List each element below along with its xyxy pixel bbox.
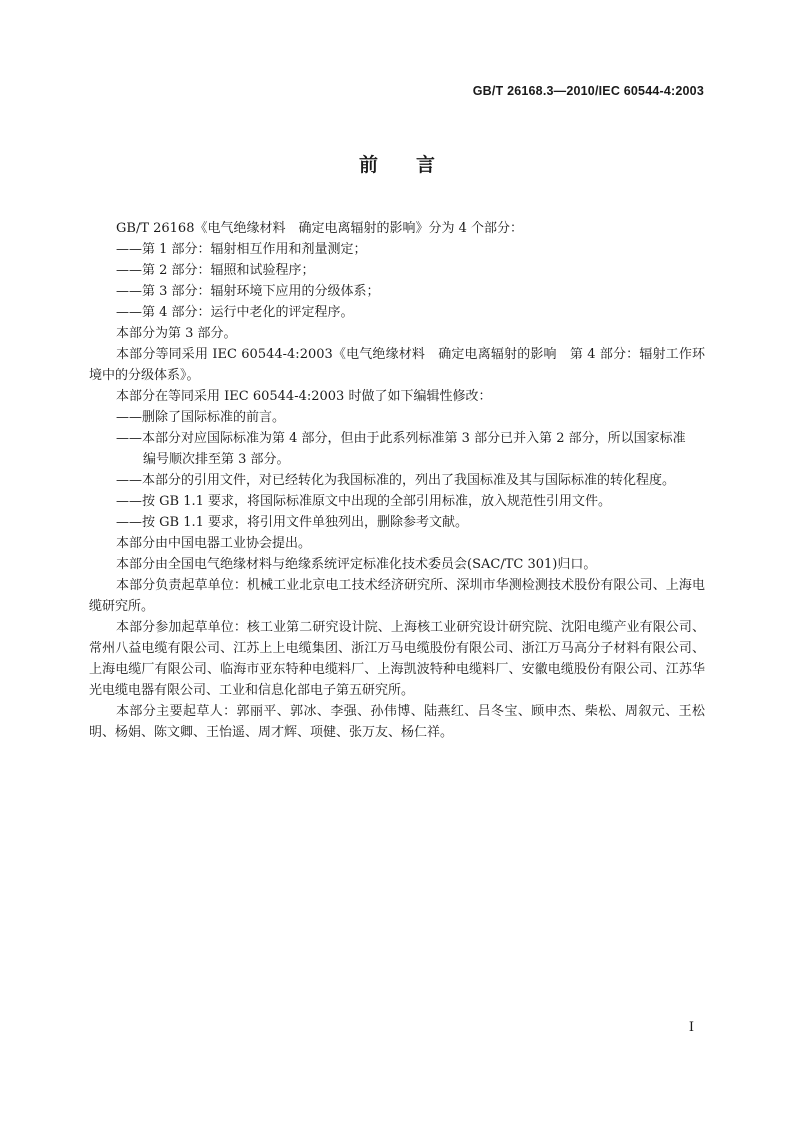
paragraph-modifications-intro: 本部分在等同采用 IEC 60544-4:2003 时做了如下编辑性修改： bbox=[116, 389, 492, 404]
list-item-mod-1: ——删除了国际标准的前言。 bbox=[116, 410, 286, 425]
paragraph-committee: 本部分由全国电气绝缘材料与绝缘系统评定标准化技术委员会(SAC/TC 301)归口。 bbox=[116, 557, 597, 572]
foreword-body bbox=[89, 218, 705, 743]
list-item-part-4: ——第 4 部分：运行中老化的评定程序。 bbox=[116, 305, 354, 320]
list-item-mod-2: ——本部分对应国际标准为第 4 部分，但由于此系列标准第 3 部分已并入第 2 部分，所以国家标准 bbox=[116, 431, 686, 446]
list-item-part-1: ——第 1 部分：辐射相互作用和剂量测定； bbox=[116, 242, 367, 257]
paragraph-participating-units: 本部分参加起草单位：核工业第二研究设计院、上海核工业研究设计研究院、沈阳电缆产业有限公司、常州八益电缆有限公司、江苏上上电缆集团、浙江万马电缆股份有限公司、浙江万马高分子材料有限公司、上海电缆厂有限公司、临海市亚东特种电缆料厂、上海凯波特种电缆料厂、安徽电缆股份有限公司、江苏华光电缆电器有限公司、工业和信息化部电子第五研究所。 bbox=[89, 620, 705, 698]
page-title: 前言 bbox=[358, 154, 473, 176]
list-item-mod-2-continuation: 编号顺次排至第 3 部分。 bbox=[143, 452, 290, 467]
list-item-mod-4: ——按 GB 1.1 要求，将国际标准原文中出现的全部引用标准，放入规范性引用文件。 bbox=[116, 494, 612, 509]
list-item-part-3: ——第 3 部分：辐射环境下应用的分级体系； bbox=[116, 284, 380, 299]
paragraph-series-intro: GB/T 26168《电气绝缘材料 确定电离辐射的影响》分为 4 个部分： bbox=[116, 221, 524, 236]
paragraph-equivalence: 本部分等同采用 IEC 60544-4:2003《电气绝缘材料 确定电离辐射的影响 第 4 部分：辐射工作环境中的分级体系》。 bbox=[89, 347, 705, 383]
paragraph-drafting-units: 本部分负责起草单位：机械工业北京电工技术经济研究所、深圳市华测检测技术股份有限公司、上海电缆研究所。 bbox=[89, 578, 705, 614]
page-number: I bbox=[688, 1020, 694, 1035]
paragraph-main-drafters: 本部分主要起草人：郭丽平、郭冰、李强、孙伟博、陆燕红、吕冬宝、顾申杰、柴松、周叙元、王松明、杨娟、陈文卿、王怡遥、周才辉、项健、张万友、杨仁祥。 bbox=[89, 704, 705, 740]
paragraph-proposer: 本部分由中国电器工业协会提出。 bbox=[116, 536, 312, 551]
standard-number: GB/T 26168.3—2010/IEC 60544-4:2003 bbox=[472, 84, 704, 98]
paragraph-this-part: 本部分为第 3 部分。 bbox=[116, 326, 237, 341]
list-item-part-2: ——第 2 部分：辐照和试验程序； bbox=[116, 263, 315, 278]
list-item-mod-5: ——按 GB 1.1 要求，将引用文件单独列出，删除参考文献。 bbox=[116, 515, 469, 530]
list-item-mod-3: ——本部分的引用文件，对已经转化为我国标准的，列出了我国标准及其与国际标准的转化程度。 bbox=[116, 473, 676, 488]
